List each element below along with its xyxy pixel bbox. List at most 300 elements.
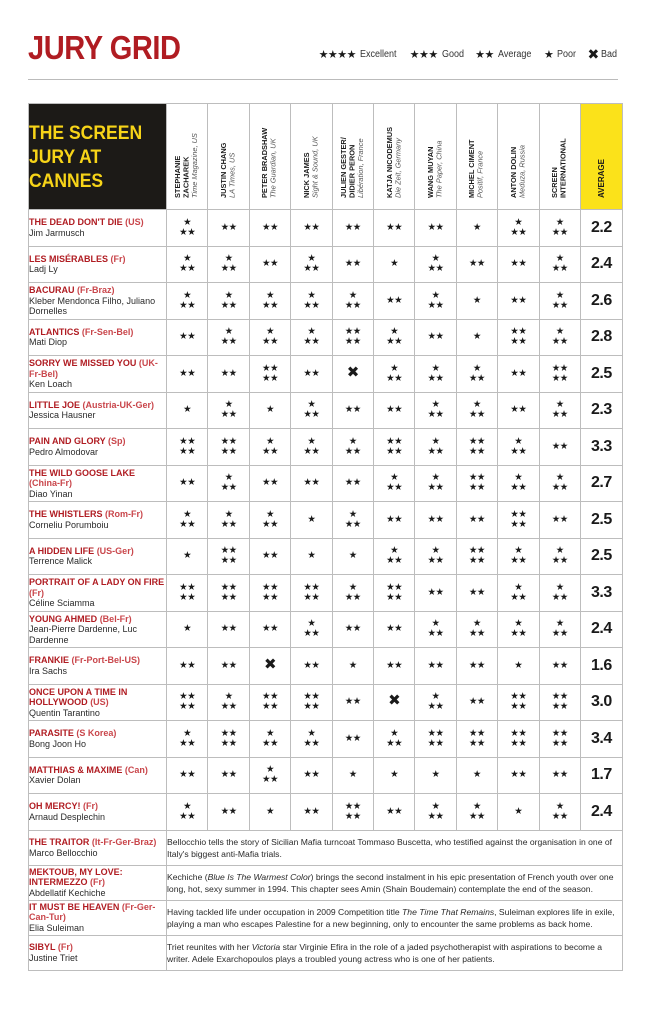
film-row [29, 429, 623, 466]
average-score: 2.3 [580, 392, 622, 429]
rating-cell: ★★ [373, 283, 414, 320]
film-row [29, 721, 623, 758]
rating-cell: ★ ★★ [167, 283, 208, 320]
brand-line: CANNES [29, 169, 104, 192]
critic-name: NICK JAMES [301, 152, 311, 198]
film-title: IT MUST BE HEAVEN [29, 901, 120, 912]
rating-cell: ★ ★★ [415, 794, 456, 831]
rating-cell: ★★ [498, 392, 539, 429]
rating-cell: ★ ★★ [415, 246, 456, 283]
rating-cell: ★★ [456, 246, 497, 283]
film-title: MATTHIAS & MAXIME [29, 764, 123, 775]
rating-cell: ★ ★★ [498, 429, 539, 466]
rating-cell: ★★ [167, 356, 208, 393]
critic-name: STEPHANIE [173, 155, 183, 198]
film-row [29, 502, 623, 539]
rating-cell: ★ ★★ [373, 538, 414, 575]
rating-cell: ★ ★★ [456, 794, 497, 831]
film-description: Bellocchio tells the story of Sicilian Mafia turncoat Tommaso Buscetta, who testified against the organisation in one of Italy's biggest anti-Mafia trials. [167, 830, 623, 865]
rating-cell: ★ ★★ [539, 319, 580, 356]
film-cell [29, 830, 167, 865]
film-cell [29, 356, 167, 393]
rating-cell: ★ ★★ [498, 465, 539, 502]
critic-column-header [249, 104, 290, 210]
rating-cell: ★ ★★ [167, 210, 208, 247]
critic-name: MICHEL CIMENT [467, 139, 477, 198]
film-row [29, 210, 623, 247]
film-row [29, 319, 623, 356]
rating-cell: ★★ [415, 575, 456, 612]
film-cell [29, 757, 167, 794]
rating-cell: ★★ ★★ [208, 721, 249, 758]
film-description: Kechiche (Blue Is The Warmest Color) brings the second instalment in his epic presentation of French youth over one long, hot, sexy summer in 1994. This chapter sees Amin (Shain Boudemain) contemplate the end of the season. [167, 865, 623, 900]
rating-cell: ★ ★★ [291, 283, 332, 320]
film-director: Ira Sachs [29, 665, 68, 676]
rating-cell: ★★ [415, 210, 456, 247]
rating-cell: ★ [498, 648, 539, 685]
rating-cell: ★★ [249, 611, 290, 648]
average-score: 2.5 [580, 538, 622, 575]
legend-item [475, 48, 535, 61]
brand-block [29, 104, 167, 210]
rating-cell: ★★ ★★ [208, 538, 249, 575]
rating-cell: ★★ [167, 319, 208, 356]
average-score: 2.2 [580, 210, 622, 247]
critic-column-header [291, 104, 332, 210]
rating-cell: ★ ★★ [539, 465, 580, 502]
legend-item [544, 48, 579, 61]
rating-cell: ★ ★★ [415, 356, 456, 393]
critic-column-header [498, 104, 539, 210]
rating-cell: ★★ [456, 684, 497, 721]
rating-cell: ★★ ★★ [498, 684, 539, 721]
film-row [29, 794, 623, 831]
rating-cell: ★ ★★ [208, 246, 249, 283]
rating-cell: ★★ ★★ [539, 721, 580, 758]
rating-cell: ★ ★★ [373, 721, 414, 758]
film-cell [29, 392, 167, 429]
rating-cell: ★★ ★★ [208, 575, 249, 612]
critic-publication: Libération, France [356, 138, 366, 198]
rating-cell: ★ [249, 794, 290, 831]
jury-grid-table [28, 103, 623, 971]
rating-legend [310, 46, 619, 63]
film-country: (US) [125, 217, 144, 228]
rating-cell: ★ ★★ [249, 502, 290, 539]
rating-cell: ★★ [332, 392, 373, 429]
film-country: (Can) [124, 764, 148, 775]
film-country: (It-Fr-Ger-Braz) [91, 837, 157, 847]
rating-cell: ★★ ★★ [332, 794, 373, 831]
film-cell [29, 935, 167, 970]
rating-cell: ★★ ★★ [456, 465, 497, 502]
rating-cell: ★★ [291, 648, 332, 685]
cross-icon: ✖ [587, 46, 600, 62]
rating-cell: ★★ [249, 465, 290, 502]
rating-cell: ★★ ★★ [456, 429, 497, 466]
brand-line: THE SCREEN [29, 121, 143, 144]
film-director: Jim Jarmusch [29, 227, 85, 238]
film-cell [29, 721, 167, 758]
film-country: (Fr) [57, 942, 73, 952]
unrated-film-row [29, 830, 623, 865]
rating-cell: ★ ★★ [208, 319, 249, 356]
rating-cell: ★★ ★★ [167, 429, 208, 466]
film-title: THE TRAITOR [29, 837, 90, 847]
rating-cell: ★ ★★ [456, 392, 497, 429]
rating-cell: ★ ★★ [456, 356, 497, 393]
average-label: AVERAGE [596, 159, 606, 198]
rating-cell: ★ ★★ [539, 283, 580, 320]
rating-cell: ★ ★★ [167, 246, 208, 283]
rating-cell: ★ [373, 757, 414, 794]
rating-cell: ★ ★★ [332, 502, 373, 539]
critic-name: ZACHAREK [181, 156, 191, 198]
legend-label: Excellent [360, 49, 397, 60]
film-country: (Austria-UK-Ger) [82, 399, 155, 410]
rating-cell: ★ ★★ [539, 210, 580, 247]
average-score: 2.4 [580, 246, 622, 283]
critic-publication: Sight & Sound, UK [310, 136, 320, 198]
film-cell [29, 794, 167, 831]
film-director: Xavier Dolan [29, 775, 81, 786]
rating-cell: ★★ [539, 502, 580, 539]
rating-cell: ★★ [291, 356, 332, 393]
film-director: Céline Sciamma [29, 598, 95, 608]
film-director: Elia Suleiman [29, 922, 85, 933]
average-score: 3.3 [580, 429, 622, 466]
film-row [29, 648, 623, 685]
rating-cell: ★ ★★ [208, 283, 249, 320]
header-row [29, 104, 623, 210]
rating-cell: ★★ [539, 757, 580, 794]
film-cell [29, 865, 167, 900]
rating-cell: ★★ [249, 246, 290, 283]
film-cell [29, 210, 167, 247]
film-director: Arnaud Desplechin [29, 811, 106, 822]
film-cell [29, 502, 167, 539]
rating-cell: ★★ [332, 246, 373, 283]
critic-name: DIDIER PERON [347, 144, 357, 198]
unrated-film-row [29, 865, 623, 900]
rating-cell: ★★ [456, 502, 497, 539]
film-row [29, 392, 623, 429]
rating-cell: ★★ [373, 210, 414, 247]
film-row [29, 465, 623, 502]
page-title: JURY GRID [28, 29, 181, 66]
rating-cell: ★ ★★ [539, 392, 580, 429]
film-cell [29, 465, 167, 502]
film-director: Jessica Hausner [29, 410, 96, 421]
rating-cell: ★ ★★ [291, 392, 332, 429]
legend-label: Bad [601, 49, 618, 60]
film-country: (Fr-Braz) [77, 285, 115, 295]
average-column-header [580, 104, 622, 210]
rating-cell: ★ [415, 757, 456, 794]
unrated-film-row [29, 900, 623, 935]
critic-name: ANTON DOLIN [508, 146, 518, 198]
film-cell [29, 246, 167, 283]
film-country: (China-Fr) [29, 478, 72, 488]
film-description: Triet reunites with her Victoria star Virginie Efira in the role of a jaded psychotherapist with aspirations to become a writer. Adele Exarchopoulos plays a troubled young actress who is one of her patients. [167, 935, 623, 970]
rating-cell: ★★ ★★ [498, 319, 539, 356]
film-cell [29, 900, 167, 935]
rating-cell: ★★ ★★ [456, 538, 497, 575]
film-title: MEKTOUB, MY LOVE: INTERMEZZO [29, 866, 123, 888]
critic-column-header [208, 104, 249, 210]
film-director: Diao Yinan [29, 488, 73, 499]
rating-cell: ★ ★★ [249, 429, 290, 466]
average-score: 3.0 [580, 684, 622, 721]
legend-label: Good [441, 49, 464, 60]
film-title: ONCE UPON A TIME IN HOLLYWOOD [29, 686, 128, 707]
film-director: Ken Loach [29, 379, 73, 389]
rating-cell: ★ ★★ [415, 429, 456, 466]
rating-cell: ★ ★★ [167, 794, 208, 831]
rating-cell: ★ ★★ [249, 757, 290, 794]
film-cell [29, 283, 167, 320]
rating-cell: ★★ [249, 210, 290, 247]
rating-cell: ★★ ★★ [373, 575, 414, 612]
rating-bad-cell: ✖ [332, 356, 373, 393]
rating-cell: ★★ [456, 575, 497, 612]
rating-cell: ★ ★★ [373, 319, 414, 356]
star-icon: ★★★ [409, 49, 438, 61]
film-cell [29, 611, 167, 648]
rating-cell: ★ ★★ [208, 684, 249, 721]
film-description: Having tackled life under occupation in 2009 Competition title The Time That Remains, Suleiman explores life in exile, playing a man who escapes Palestine for a new beginning, only to encounter the same problems as back home. [167, 900, 623, 935]
film-cell [29, 429, 167, 466]
rating-cell: ★★ ★★ [167, 575, 208, 612]
film-title: YOUNG AHMED [29, 613, 98, 624]
rating-cell: ★ ★★ [249, 319, 290, 356]
film-director: Abdellatif Kechiche [29, 887, 106, 898]
film-cell [29, 319, 167, 356]
rating-cell: ★★ [167, 648, 208, 685]
rating-cell: ★★ [208, 210, 249, 247]
rating-cell: ★ ★★ [208, 465, 249, 502]
rating-cell: ★★ [498, 283, 539, 320]
critic-name: INTERNATIONAL [558, 138, 568, 198]
film-row [29, 283, 623, 320]
rating-cell: ★★ [291, 210, 332, 247]
critic-name: WANG MUYAN [425, 146, 435, 198]
rating-cell: ★★ ★★ [291, 575, 332, 612]
critic-publication: The Paper, China [434, 140, 444, 198]
average-score: 2.7 [580, 465, 622, 502]
rating-cell: ★ ★★ [539, 611, 580, 648]
rating-cell: ★★ ★★ [539, 684, 580, 721]
film-country: (Fr) [110, 253, 126, 264]
average-score: 2.4 [580, 611, 622, 648]
critic-publication: Die Zeit, Germany [393, 138, 403, 198]
rating-cell: ★★ [456, 648, 497, 685]
critic-publication: LA Times, US [227, 152, 237, 198]
rating-cell: ★ [167, 392, 208, 429]
rating-cell: ★★ ★★ [456, 721, 497, 758]
film-director: Kleber Mendonca Filho, Juliano Dornelles [29, 295, 156, 316]
rating-cell: ★ ★★ [415, 611, 456, 648]
critic-column-header [332, 104, 373, 210]
rating-cell: ★ ★★ [208, 392, 249, 429]
critic-column-header [415, 104, 456, 210]
rating-cell: ★★ ★★ [249, 356, 290, 393]
film-director: Corneliu Porumboiu [29, 519, 109, 530]
rating-cell: ★ ★★ [415, 283, 456, 320]
film-country: (US-Ger) [96, 545, 134, 556]
rating-cell: ★ [332, 538, 373, 575]
rating-cell: ★ ★★ [291, 319, 332, 356]
film-country: (S Korea) [76, 728, 117, 739]
film-row [29, 575, 623, 612]
film-title: PARASITE [29, 728, 74, 739]
film-title: THE WHISTLERS [29, 509, 103, 520]
film-row [29, 538, 623, 575]
rating-cell: ★ [456, 210, 497, 247]
average-score: 2.4 [580, 794, 622, 831]
critic-publication: Meduza, Russia [517, 145, 527, 198]
film-title: LITTLE JOE [29, 399, 81, 410]
rating-bad-cell: ✖ [373, 684, 414, 721]
film-country: (Fr-Sen-Bel) [81, 326, 134, 337]
rating-cell: ★ ★★ [291, 611, 332, 648]
film-title: OH MERCY! [29, 801, 81, 812]
rating-cell: ★★ [291, 757, 332, 794]
star-icon: ★★ [475, 49, 494, 61]
average-score: 1.6 [580, 648, 622, 685]
film-title: PORTRAIT OF A LADY ON FIRE [29, 577, 165, 587]
legend-label: Average [497, 49, 532, 60]
rating-cell: ★ ★★ [498, 538, 539, 575]
rating-cell: ★ [456, 757, 497, 794]
average-score: 1.7 [580, 757, 622, 794]
rating-cell: ★★ [415, 648, 456, 685]
critic-name: JULIEN GESTER/ [338, 137, 348, 198]
rating-cell: ★ ★★ [415, 465, 456, 502]
rating-cell: ★ ★★ [456, 611, 497, 648]
rating-cell: ★ [167, 538, 208, 575]
rating-cell: ★★ [208, 757, 249, 794]
rating-cell: ★★ ★★ [208, 429, 249, 466]
film-director: Jean-Pierre Dardenne, Luc Dardenne [29, 624, 138, 645]
rating-cell: ★★ [291, 794, 332, 831]
rating-cell: ★ ★★ [167, 502, 208, 539]
average-score: 2.6 [580, 283, 622, 320]
rating-cell: ★ ★★ [291, 721, 332, 758]
rating-cell: ★ ★★ [498, 611, 539, 648]
film-country: (UK-Fr-Bel) [29, 358, 158, 379]
rating-cell: ★ ★★ [373, 465, 414, 502]
rating-cell: ★★ [208, 794, 249, 831]
rating-cell: ★★ ★★ [539, 356, 580, 393]
rating-cell: ★★ [373, 648, 414, 685]
rating-cell: ★ [291, 538, 332, 575]
rating-cell: ★ ★★ [291, 246, 332, 283]
legend-label: Poor [557, 49, 577, 60]
rating-cell: ★★ [332, 210, 373, 247]
rating-cell: ★★ ★★ [249, 575, 290, 612]
film-country: (US) [90, 697, 109, 707]
rating-cell: ★★ [415, 502, 456, 539]
critic-publication: Time Magazine, US [190, 133, 200, 198]
rating-cell: ★★ [208, 356, 249, 393]
film-director: Terrence Malick [29, 556, 93, 567]
rating-cell: ★ ★★ [208, 502, 249, 539]
film-title: THE DEAD DON'T DIE [29, 217, 123, 228]
film-title: ATLANTICS [29, 326, 80, 337]
film-title: SIBYL [29, 942, 56, 952]
rating-cell: ★ ★★ [167, 721, 208, 758]
film-title: PAIN AND GLORY [29, 436, 106, 447]
star-icon: ★★★★ [318, 49, 357, 61]
rating-cell: ★★ ★★ [415, 721, 456, 758]
film-country: (Fr-Port-Bel-US) [71, 655, 141, 666]
rating-cell: ★★ [291, 465, 332, 502]
critic-name: PETER BRADSHAW [260, 127, 270, 198]
film-title: BACURAU [29, 285, 75, 295]
rating-cell: ★ ★★ [415, 684, 456, 721]
brand-line: JURY AT [29, 145, 102, 168]
film-cell [29, 648, 167, 685]
film-row [29, 611, 623, 648]
film-country: (Fr) [83, 801, 99, 812]
rating-cell: ★ ★★ [539, 575, 580, 612]
rating-cell: ★★ ★★ [498, 721, 539, 758]
rating-cell: ★★ ★★ [332, 319, 373, 356]
rating-cell: ★ [498, 794, 539, 831]
critic-column-header [456, 104, 497, 210]
film-director: Quentin Tarantino [29, 707, 100, 718]
rating-cell: ★★ [167, 465, 208, 502]
rating-cell: ★★ [415, 319, 456, 356]
rating-cell: ★★ [539, 429, 580, 466]
rating-cell: ★ [167, 611, 208, 648]
rating-cell: ★★ [332, 721, 373, 758]
film-title: THE WILD GOOSE LAKE [29, 467, 136, 478]
average-score: 3.4 [580, 721, 622, 758]
rating-cell: ★ [456, 319, 497, 356]
unrated-film-row [29, 935, 623, 970]
rating-cell: ★ ★★ [332, 283, 373, 320]
rating-cell: ★ ★★ [249, 721, 290, 758]
rating-cell: ★★ [373, 502, 414, 539]
legend-item [410, 48, 467, 61]
rating-cell: ★ ★★ [498, 210, 539, 247]
rating-cell: ★ [291, 502, 332, 539]
rating-cell: ★★ ★★ [498, 502, 539, 539]
film-country: (Fr-Ger-Can-Tur) [29, 901, 156, 923]
rating-cell: ★ ★★ [539, 538, 580, 575]
rating-cell: ★★ [373, 392, 414, 429]
rating-cell: ★★ [249, 538, 290, 575]
critic-publication: Positif, France [475, 150, 485, 198]
average-score: 2.5 [580, 356, 622, 393]
rating-cell: ★ [332, 757, 373, 794]
rating-cell: ★ [456, 283, 497, 320]
film-director: Marco Bellocchio [29, 847, 98, 858]
rating-cell: ★★ [498, 246, 539, 283]
legend-item [587, 46, 619, 63]
average-score: 2.5 [580, 502, 622, 539]
rating-cell: ★ ★★ [373, 356, 414, 393]
film-country: (Rom-Fr) [105, 509, 144, 520]
rating-cell: ★★ [498, 757, 539, 794]
rating-cell: ★ ★★ [539, 246, 580, 283]
rating-cell: ★ ★★ [332, 575, 373, 612]
film-title: LES MISÉRABLES [29, 253, 109, 264]
rating-cell: ★★ ★★ [167, 684, 208, 721]
critic-column-header [539, 104, 580, 210]
